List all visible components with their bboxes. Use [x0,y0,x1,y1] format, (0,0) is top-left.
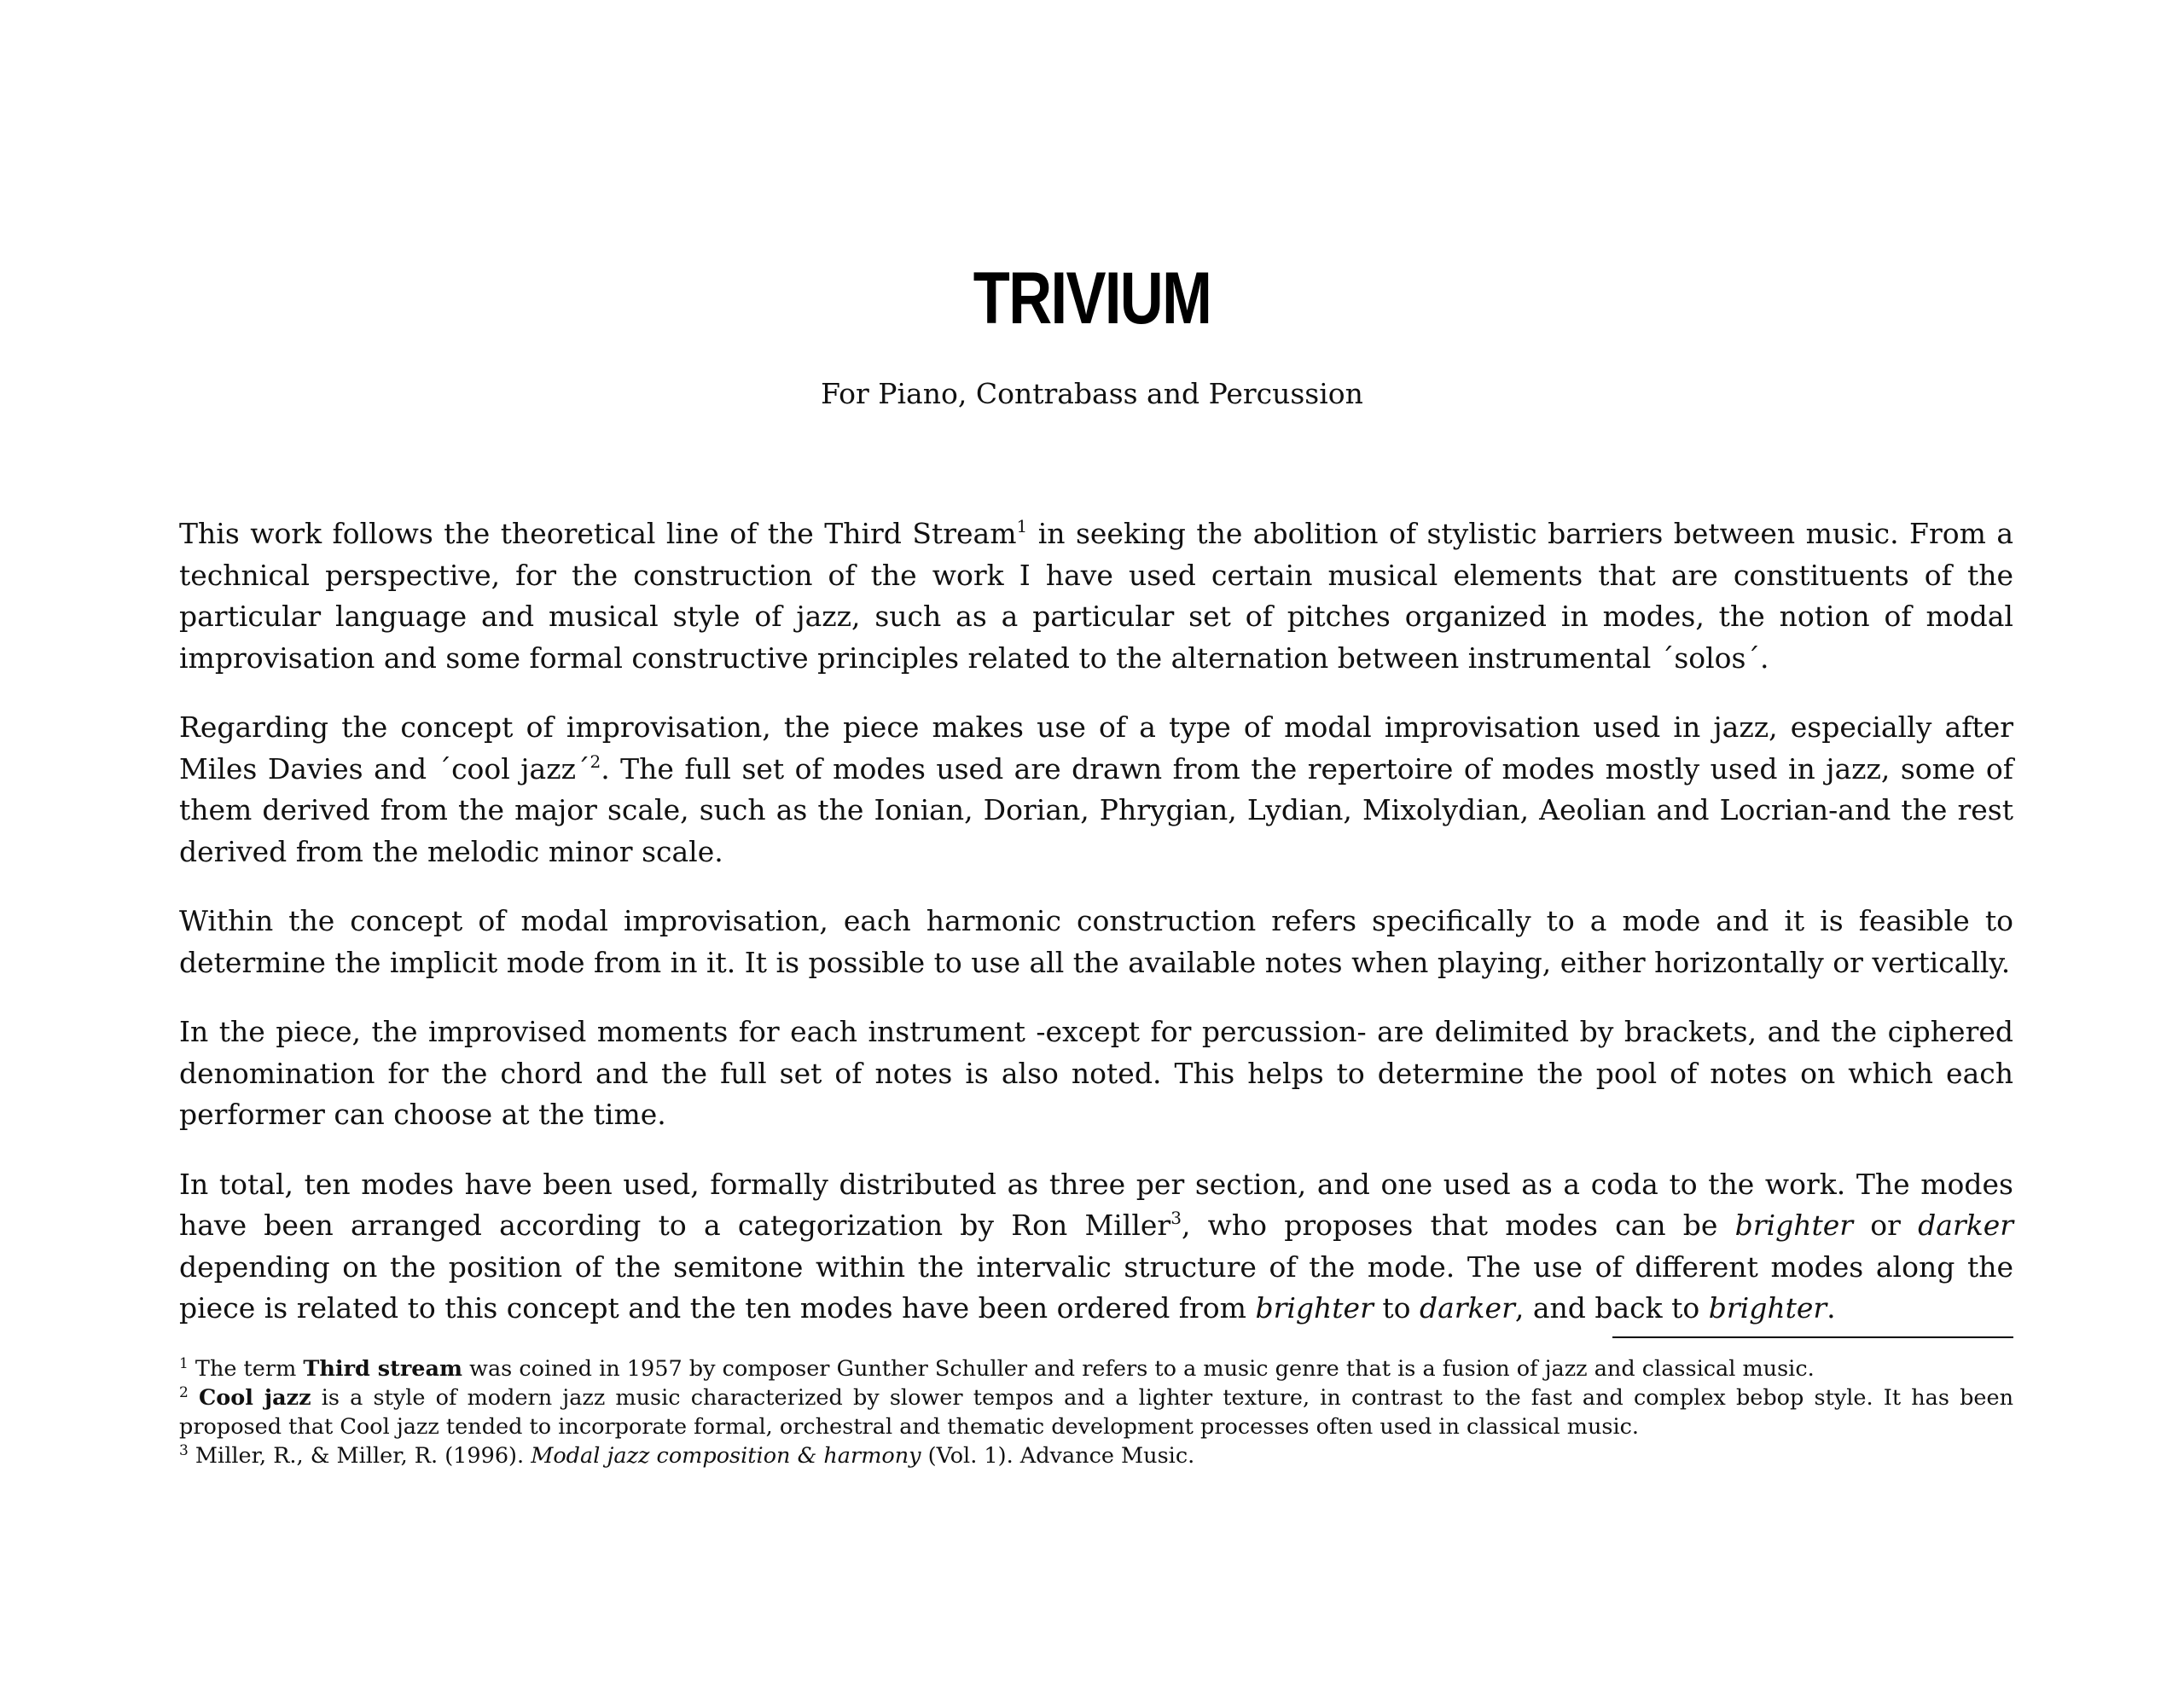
emphasis-text: darker [1918,1209,2013,1242]
paragraph-text: to [1373,1291,1420,1325]
page-subtitle: For Piano, Contrabass and Percussion [821,377,1363,410]
footnote-mark: 2 [179,1384,189,1401]
footnote-text: The term [188,1356,304,1382]
paragraph-4: In the piece, the improvised moments for each instrument -except for percussion- are delimited by brackets, and the ciphered denomination for the chord and the full set of notes is also noted. This helps to determine the pool of notes on which each performer can choose at the time. [179,1015,2013,1131]
footnote-2 [179,1383,2013,1441]
footnote-3 [179,1441,2013,1470]
footnote-reference[interactable]: 1 [1016,516,1028,536]
paragraph-text: . [1827,1291,1836,1325]
footnote-term: Third stream [303,1356,463,1382]
paragraph-text: Regarding the concept of improvisation, the piece makes use of a type of modal improvisation used in jazz, especially after Miles Davies and ´cool jazz´ [179,710,2013,786]
paragraph-text: in seeking the abolition of stylistic barriers between music. From a technical perspective, for the construction of the work I have used certain musical elements that are constituents of the particular language and musical style of jazz, such as a particular set of pitches organized in modes, the notion of modal improvisation and some formal constructive principles related to the alternation between instrumental ´solos´. [179,517,2014,675]
footnote-1 [179,1354,2013,1383]
paragraph-text: In total, ten modes have been used, formally distributed as three per section, and one used as a coda to the work. The modes have been arranged according to a categorization by Ron Miller [179,1167,2013,1242]
paragraph-text: . The full set of modes used are drawn from the repertoire of modes mostly used in jazz, some of them derived from the major scale, such as the Ionian, Dorian, Phrygian, Lydian, Mixolydian, Aeolian and Locrian-and the rest derived from the melodic minor scale. [179,751,2013,868]
footnote-reference[interactable]: 2 [590,751,601,772]
footnote-text: is a style of modern jazz music characterized by slower tempos and a lighter texture, in contrast to the fast and complex bebop style. It has been proposed that Cool jazz tended to incorporate formal, orchestral and thematic development processes often used in classical music. [179,1385,2014,1440]
footnote-mark: 1 [179,1355,189,1372]
paragraph-text: or [1853,1209,1919,1242]
paragraph-text: , who proposes that modes can be [1181,1209,1735,1242]
emphasis-text: brighter [1708,1291,1827,1325]
page-title: TRIVIUM [973,258,1211,339]
footnote-text: (Vol. 1). Advance Music. [921,1443,1195,1469]
paragraph-text: This work follows the theoretical line of the Third Stream [179,517,1017,550]
footnote-citation-title: Modal jazz composition & harmony [531,1443,921,1469]
footnote-separator [1612,1336,2013,1338]
body-text [179,513,2013,1330]
footnote-text: was coined in 1957 by composer Gunther Schuller and refers to a music genre that is a fusion of jazz and classical music. [462,1356,1815,1382]
paragraph-5 [179,1164,2013,1330]
paragraph-text: depending on the position of the semitone within the intervalic structure of the mode. The use of different modes along the piece is related to this concept and the ten modes have been ordered from [179,1249,2013,1325]
footnotes [179,1354,2013,1470]
emphasis-text: darker [1419,1291,1515,1325]
footnote-term: Cool jazz [198,1385,311,1411]
emphasis-text: brighter [1734,1209,1854,1242]
paragraph-2 [179,707,2013,872]
emphasis-text: brighter [1255,1291,1374,1325]
paragraph-1 [179,513,2013,679]
footnote-mark: 3 [179,1442,189,1459]
paragraph-3: Within the concept of modal improvisation, each harmonic construction refers specifically to a mode and it is feasible to determine the implicit mode from in it. It is possible to use all the available notes when playing, either horizontally or vertically. [179,904,2013,979]
paragraph-text: , and back to [1514,1291,1709,1325]
footnote-text: Miller, R., & Miller, R. (1996). [188,1443,531,1469]
footnote-reference[interactable]: 3 [1170,1208,1182,1228]
